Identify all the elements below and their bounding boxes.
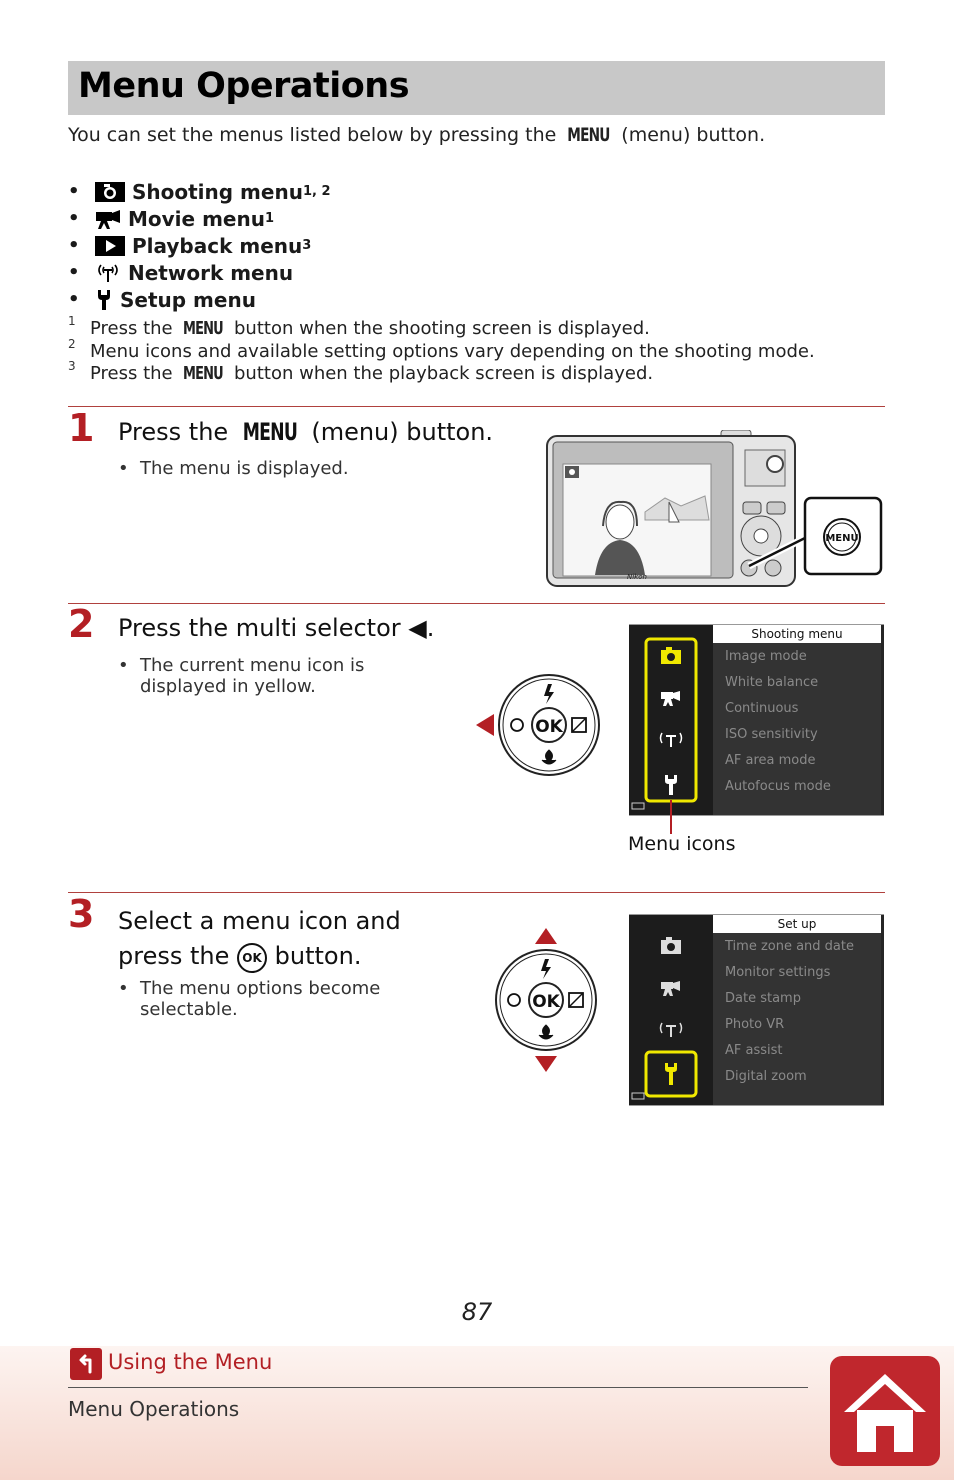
battery-icon: [632, 803, 644, 809]
menu-option[interactable]: Image mode: [725, 649, 807, 664]
list-label: Movie menu: [128, 206, 265, 231]
menu-icons-callout: Menu icons: [628, 833, 736, 855]
shooting-menu-screen: [629, 624, 884, 816]
home-button[interactable]: [830, 1356, 940, 1466]
multi-selector-left: [474, 672, 604, 782]
menu-option[interactable]: Monitor settings: [725, 965, 831, 980]
step-title-text: Press the: [118, 418, 229, 446]
step-bullet: • The menu is displayed.: [118, 458, 349, 479]
list-label: Playback menu: [132, 233, 303, 258]
menu-option[interactable]: ISO sensitivity: [725, 727, 818, 742]
footnote-number: 3: [68, 359, 76, 373]
step-title: [118, 904, 401, 974]
ok-button-label: OK: [532, 992, 560, 1012]
screen-header: Shooting menu: [713, 625, 881, 643]
note-text: Press the: [90, 363, 173, 384]
wrench-icon[interactable]: [665, 775, 677, 795]
step-bullet-text: selectable.: [140, 999, 238, 1020]
list-item-shooting[interactable]: • Shooting menu 1, 2: [68, 179, 331, 204]
footer-divider: [68, 1387, 808, 1388]
left-arrow-icon: [476, 714, 494, 736]
bullet-dot: •: [68, 181, 80, 202]
step-bullet: • The menu options become selectable.: [118, 978, 381, 1020]
network-antenna-icon: [94, 262, 122, 284]
step-title-text: (menu) button.: [311, 418, 494, 446]
menu-option[interactable]: Time zone and date: [725, 939, 854, 954]
menu-button-glyph: MENU: [242, 418, 297, 446]
list-item-network[interactable]: [68, 259, 331, 286]
ok-button-glyph: OK: [237, 943, 267, 973]
menu-option[interactable]: Autofocus mode: [725, 779, 831, 794]
page-number: 87: [461, 1298, 493, 1326]
step-title: [118, 418, 493, 446]
callout-line: [670, 800, 672, 834]
using-menu-link[interactable]: Using the Menu: [108, 1350, 273, 1374]
camera-illustration: [545, 430, 885, 590]
menu-option[interactable]: Photo VR: [725, 1017, 785, 1032]
step-divider: [68, 406, 885, 407]
footnote-number: 1: [68, 314, 76, 328]
note-text: button when the playback screen is displayed.: [234, 363, 654, 384]
camera-icon[interactable]: [661, 937, 681, 954]
movie-camera-icon[interactable]: [661, 691, 680, 706]
intro-before: You can set the menus listed below by pressing the: [68, 124, 557, 146]
intro-text: [68, 124, 765, 146]
step-title: Press the multi selector ◀.: [118, 614, 435, 642]
menu-list: [68, 178, 331, 313]
list-label: Shooting menu: [132, 179, 303, 204]
ok-button-label: OK: [535, 717, 563, 737]
footer-section-label: Menu Operations: [68, 1397, 240, 1421]
step-bullet-text: The menu is displayed.: [140, 458, 349, 479]
back-arrow-icon[interactable]: [70, 1348, 102, 1380]
wrench-icon[interactable]: [665, 1063, 677, 1085]
step-title-text: press the: [118, 942, 230, 970]
step-number: 2: [68, 602, 95, 646]
playback-icon: [94, 235, 126, 257]
title-bar: [68, 61, 885, 115]
movie-camera-icon: [94, 208, 122, 230]
note-text: button when the shooting screen is displayed.: [234, 318, 650, 339]
step-title-text: button.: [274, 942, 362, 970]
intro-after: (menu) button.: [621, 124, 766, 146]
menu-option[interactable]: White balance: [725, 675, 819, 690]
step-title-text: Select a menu icon and: [118, 907, 401, 935]
network-antenna-icon[interactable]: [661, 1023, 682, 1037]
screen-header: Set up: [713, 915, 881, 933]
step-bullet: • The current menu icon is displayed in yellow.: [118, 655, 365, 697]
page-title: Menu Operations: [78, 66, 410, 106]
footnote-number: 2: [68, 336, 76, 351]
menu-option[interactable]: AF assist: [725, 1043, 783, 1058]
menu-option[interactable]: Digital zoom: [725, 1069, 807, 1084]
step-number: 3: [68, 892, 95, 936]
menu-option[interactable]: Date stamp: [725, 991, 801, 1006]
camera-icon[interactable]: [661, 647, 681, 664]
movie-camera-icon[interactable]: [661, 981, 680, 996]
step-bullet-text: The menu options become: [140, 978, 381, 999]
setup-menu-screen: [629, 914, 884, 1106]
battery-icon: [632, 1093, 644, 1099]
network-antenna-icon[interactable]: [661, 733, 682, 747]
up-arrow-icon: [535, 928, 557, 944]
camera-icon: [94, 181, 126, 203]
bullet-dot: •: [68, 208, 80, 229]
bullet-dot: •: [68, 289, 80, 310]
bullet-dot: •: [68, 262, 80, 283]
list-label: Network menu: [128, 260, 294, 285]
multi-selector-up-down: [490, 926, 602, 1074]
list-item-setup[interactable]: [68, 286, 331, 313]
step-bullet-text: The current menu icon is: [140, 655, 365, 676]
menu-button-label: MENU: [825, 533, 859, 544]
step-bullet-text: displayed in yellow.: [140, 676, 316, 697]
camera-brand: Nikon: [627, 573, 647, 581]
step-divider: [68, 892, 885, 893]
list-item-movie[interactable]: • Movie menu 1: [68, 206, 274, 231]
menu-option[interactable]: AF area mode: [725, 753, 816, 768]
bullet-dot: •: [68, 235, 80, 256]
menu-button-glyph: MENU: [183, 318, 224, 339]
down-arrow-icon: [535, 1056, 557, 1072]
note-text: Menu icons and available setting options vary depending on the shooting mode.: [90, 340, 815, 362]
note-text: Press the: [90, 318, 173, 339]
step-divider: [68, 603, 885, 604]
menu-option[interactable]: Continuous: [725, 701, 799, 716]
step-number: 1: [68, 406, 95, 450]
menu-button-glyph: MENU: [183, 363, 224, 384]
list-label: Setup menu: [120, 287, 256, 312]
menu-button-glyph: MENU: [567, 124, 610, 146]
wrench-icon: [94, 289, 114, 311]
list-item-playback[interactable]: • Playback menu 3: [68, 233, 312, 258]
